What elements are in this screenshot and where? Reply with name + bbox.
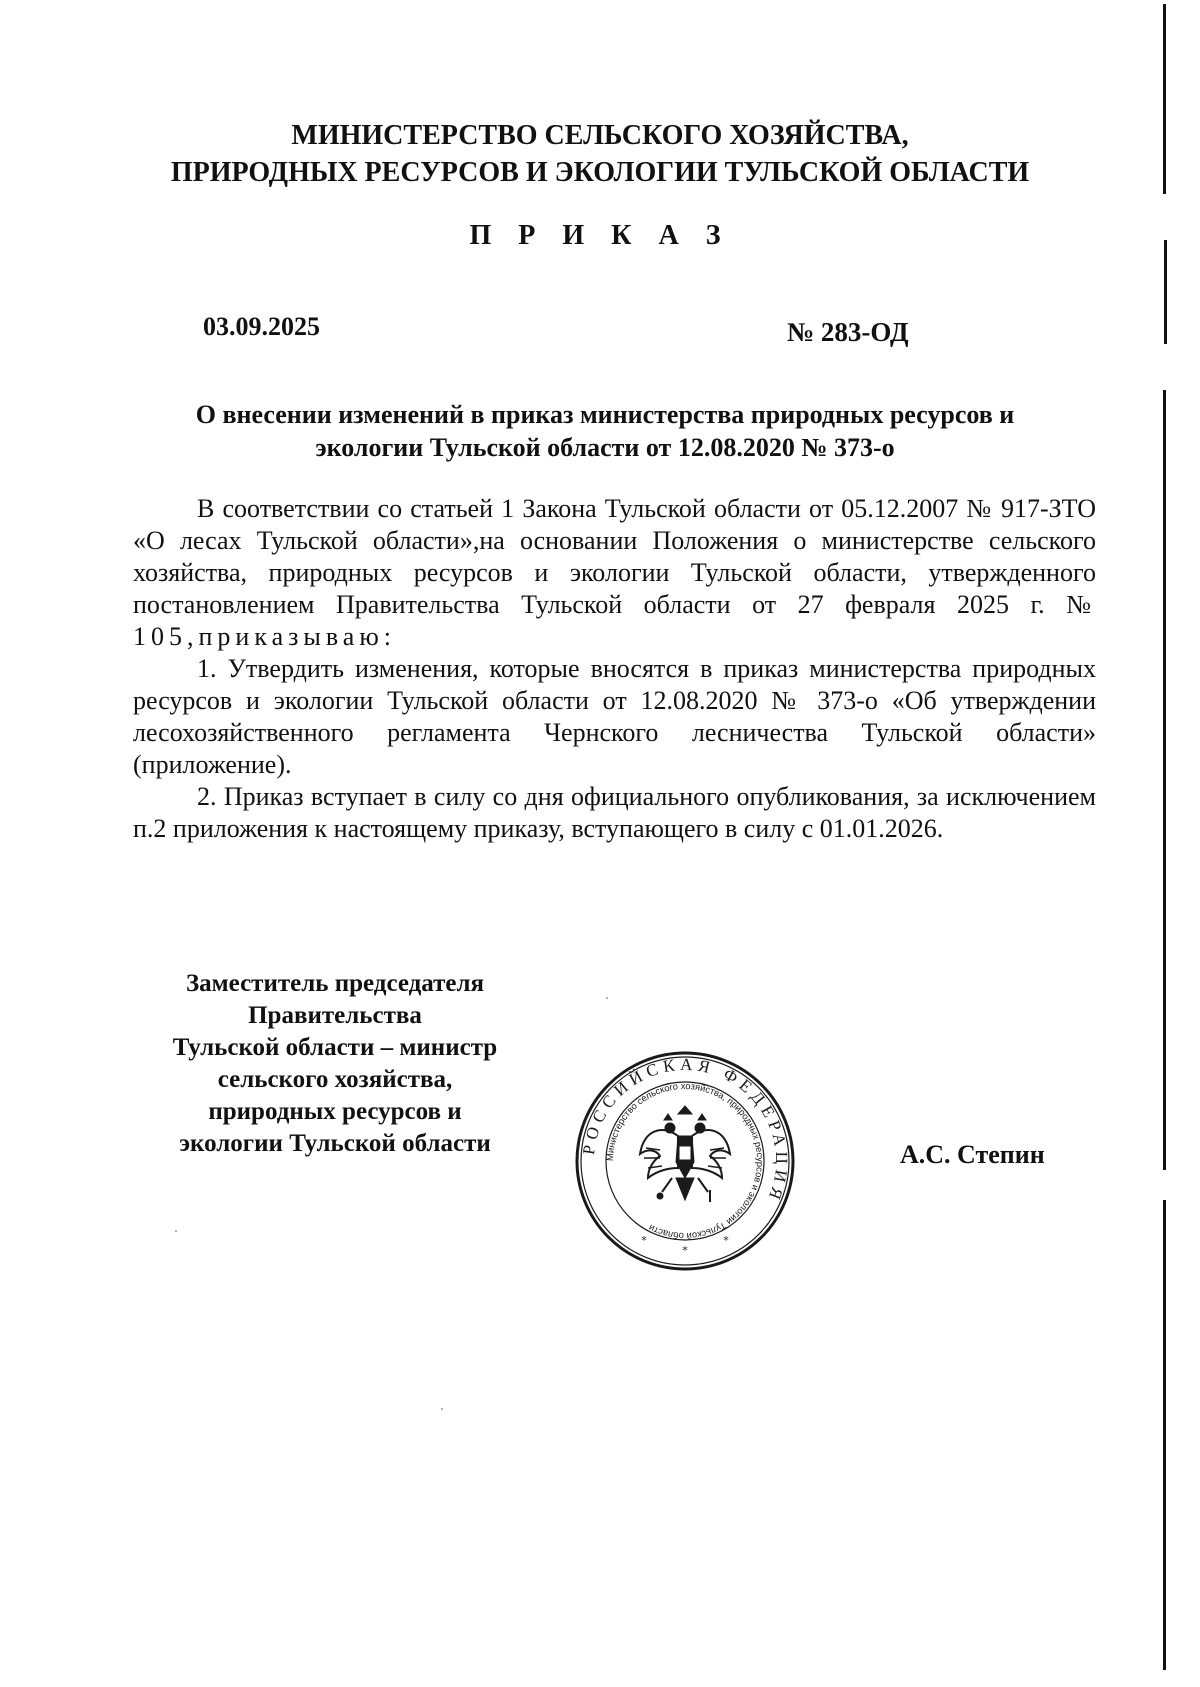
body-item-2: 2. Приказ вступает в силу со дня официального опубликования, за исключением п.2 приложения к настоящему приказу, вступающего в силу с 01.01.2026. [133,782,1096,843]
signer-title-line-3: Тульской области – министр [172,1034,498,1061]
seal-star-left: * [641,1234,647,1247]
signer-name: А.С. Степин [900,1140,1045,1169]
scan-edge-mark-lower [1163,390,1166,1170]
ministry-name-line-1: МИНИСТЕРСТВО СЕЛЬСКОГО ХОЗЯЙСТВА, [291,120,909,151]
subject-line-1: О внесении изменений в приказ министерства природных ресурсов и [195,400,1015,429]
seal-star-bottom: * [682,1244,688,1257]
scan-speck [441,1408,443,1410]
order-date: 03.09.2025 [203,312,320,341]
official-seal [574,1050,796,1272]
scan-speck [606,997,608,999]
double-headed-eagle-icon [640,1106,730,1202]
order-title: П Р И К А З [469,220,731,251]
scan-edge-mark-bottom [1163,1200,1166,1670]
ministry-name-line-2: ПРИРОДНЫХ РЕСУРСОВ И ЭКОЛОГИИ ТУЛЬСКОЙ ОБЛАСТИ [170,157,1030,188]
body-item-1: 1. Утвердить изменения, которые вносятся в приказ министерства природных ресурсов и экологии Тульской области от 12.08.2020 № 373-о «Об утверждении лесохозяйственного регламента Чернского лесничества Тульской области» (приложение). [133,654,1096,779]
seal-outer-textpath: РОССИЙСКАЯ ФЕДЕРАЦИЯ [579,1054,792,1207]
subject-line-2: экологии Тульской области от 12.08.2020 № 373-о [315,433,895,462]
seal-star-right: * [723,1234,729,1247]
signer-title-line-2: Правительства [248,1002,422,1029]
signer-title [130,968,540,1160]
scan-edge-mark-middle [1164,240,1167,344]
body-intro-tail: № 105,приказываю: [133,590,1096,651]
signer-title-line-4: сельского хозяйства, [217,1066,453,1093]
signer-title-line-5: природных ресурсов и [208,1098,462,1125]
seal-inner-textpath: Министерство сельского хозяйства, природных ресурсов и экологии Тульской области [604,1080,766,1242]
ministry-name [100,117,1100,191]
order-subject [130,398,1080,464]
scan-edge-mark-top [1163,4,1166,194]
order-body [133,493,1096,845]
signer-title-line-1: Заместитель председателя [185,970,485,997]
body-intro-text: В соответствии со статьей 1 Закона Тульской области от 05.12.2007 № 917-ЗТО «О лесах Тульской области»,на основании Положения о министерстве сельского хозяйства, природных ресурсов и экологии Тульской области, утвержденного постановлением Правительства Тульской области от 27 февраля 2025 г. [133,494,1096,619]
order-number: № 283-ОД [787,317,909,347]
body-intro-paragraph [133,493,1096,653]
scan-speck [175,1230,177,1232]
signer-title-line-6: экологии Тульской области [179,1130,491,1157]
